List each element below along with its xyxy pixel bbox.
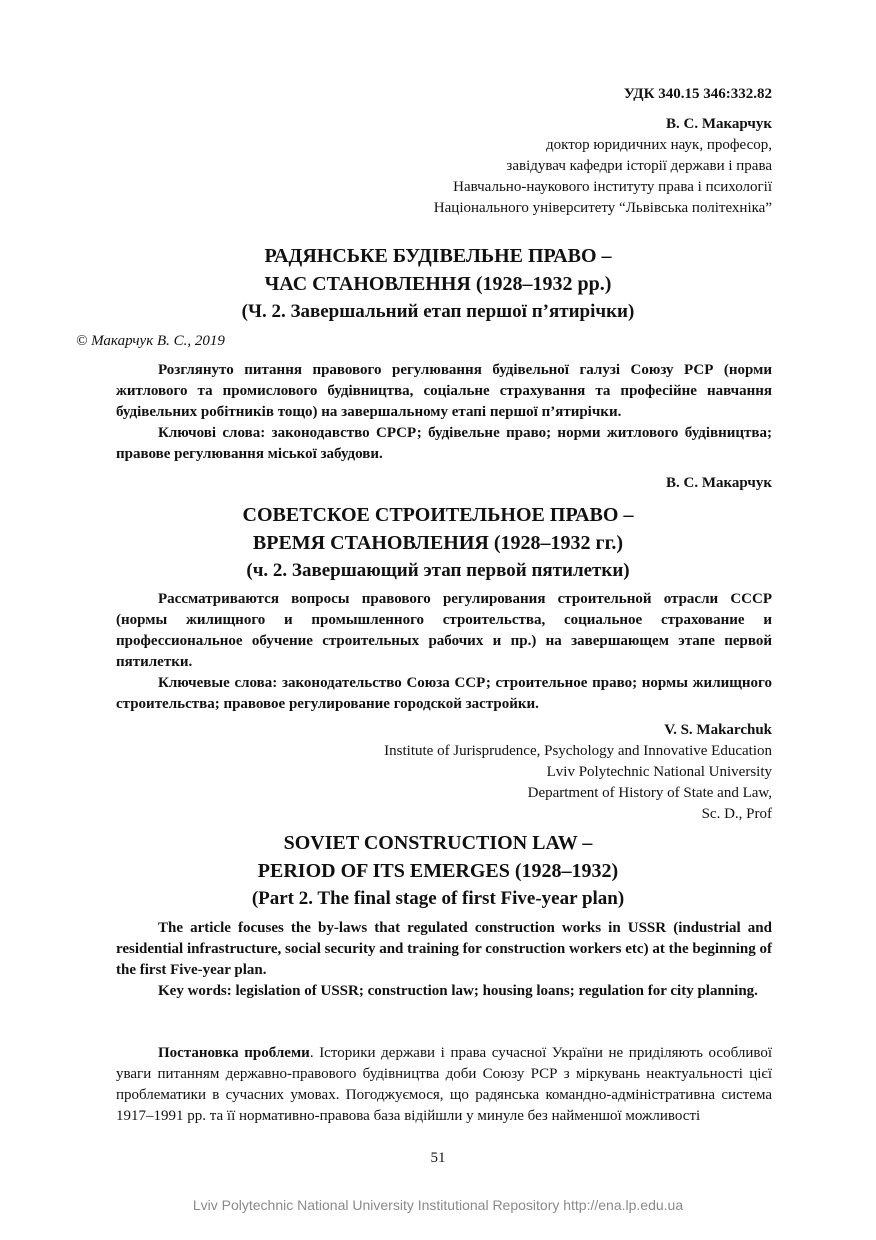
affiliation-line: Institute of Jurisprudence, Psychology and Innovative Education — [384, 743, 772, 759]
paragraph-text: . Історики держави і права сучасної України не приділяють особливої уваги питанням державно-правового будівництва доби Союзу РСР з міркувань неактуальності цієї проблематики в сучасних умовах. Погоджуємося, що радянська командно-адміністративна система 1917–1991 рр. та її нормативно-правова база відійшли у минуле без найменшої можливості — [116, 1045, 772, 1124]
title-line: (Part 2. The final stage of first Five-year plan) — [251, 888, 625, 909]
keywords-text: Ключові слова: законодавство СРСР; будівельне право; норми житлового будівництва; правове регулювання міської забудови. — [116, 425, 772, 462]
title-line: СОВЕТСКОЕ СТРОИТЕЛЬНОЕ ПРАВО – — [242, 504, 634, 526]
title-line: ВРЕМЯ СТАНОВЛЕНИЯ (1928–1932 гг.) — [252, 532, 624, 554]
body-paragraph — [116, 1043, 772, 1127]
affiliation-line: Department of History of State and Law, — [527, 785, 772, 801]
abstract-text: Розглянуто питання правового регулювання будівельної галузі Союзу РСР (норми житлового та промислового будівництва, соціальне страхування та професійне навчання будівельних робітників тощо) на завершальному етапі першої п’ятирічки. — [116, 362, 772, 420]
title-en — [0, 829, 876, 913]
repository-footer: Lviv Polytechnic National University Institutional Repository http://ena.lp.edu.ua — [192, 1197, 684, 1213]
author-ua: В. С. Макарчук — [666, 116, 772, 132]
author-ru: В. С. Макарчук — [666, 475, 772, 491]
udc-code: УДК 340.15 346:332.82 — [623, 86, 772, 102]
page-number: 51 — [430, 1150, 446, 1166]
keywords-text: Ключевые слова: законодательство Союза ССР; строительное право; нормы жилищного строительства; правовое регулирование городской застройки. — [116, 675, 772, 712]
body-text — [116, 1043, 772, 1127]
title-line: PERIOD OF ITS EMERGES (1928–1932) — [257, 860, 619, 882]
title-line: SOVIET CONSTRUCTION LAW – — [283, 832, 593, 854]
title-ua — [0, 242, 876, 326]
author-en: V. S. Makarchuk — [664, 722, 772, 738]
affiliation-line: завідувач кафедри історії держави і права — [506, 158, 772, 174]
title-line: (ч. 2. Завершающий этап первой пятилетки) — [246, 560, 630, 581]
title-line: ЧАС СТАНОВЛЕННЯ (1928–1932 рр.) — [264, 273, 612, 295]
title-ru — [0, 501, 876, 585]
affiliation-line: Lviv Polytechnic National University — [546, 764, 772, 780]
section-lead: Постановка проблеми — [158, 1045, 310, 1061]
copyright: © Макарчук В. С., 2019 — [76, 333, 225, 349]
abstract-ru — [116, 589, 772, 715]
abstract-en — [116, 918, 772, 1002]
affiliation-line: доктор юридичних наук, професор, — [546, 137, 772, 153]
affiliation-ua — [434, 135, 772, 219]
abstract-text: Рассматриваются вопросы правового регулирования строительной отрасли СССР (нормы жилищного и промышленного строительства, социальное страхование и профессиональное обучение строительных рабочих и пр.) на завершающем этапе первой пятилетки. — [116, 591, 772, 670]
affiliation-line: Sc. D., Prof — [701, 806, 772, 822]
keywords-text: Key words: legislation of USSR; construction law; housing loans; regulation for city planning. — [158, 983, 758, 999]
abstract-ua — [116, 360, 772, 465]
abstract-text: The article focuses the by-laws that regulated construction works in USSR (industrial and residential infrastructure, social security and training for construction workers etc) at the beginning of the first Five-year plan. — [116, 920, 772, 978]
title-line: РАДЯНСЬКЕ БУДІВЕЛЬНЕ ПРАВО – — [264, 245, 612, 267]
title-line: (Ч. 2. Завершальний етап першої п’ятирічки) — [241, 301, 635, 322]
affiliation-line: Національного університету “Львівська політехніка” — [433, 200, 772, 216]
affiliation-line: Навчально-наукового інституту права і психології — [453, 179, 772, 195]
affiliation-en — [384, 741, 772, 825]
